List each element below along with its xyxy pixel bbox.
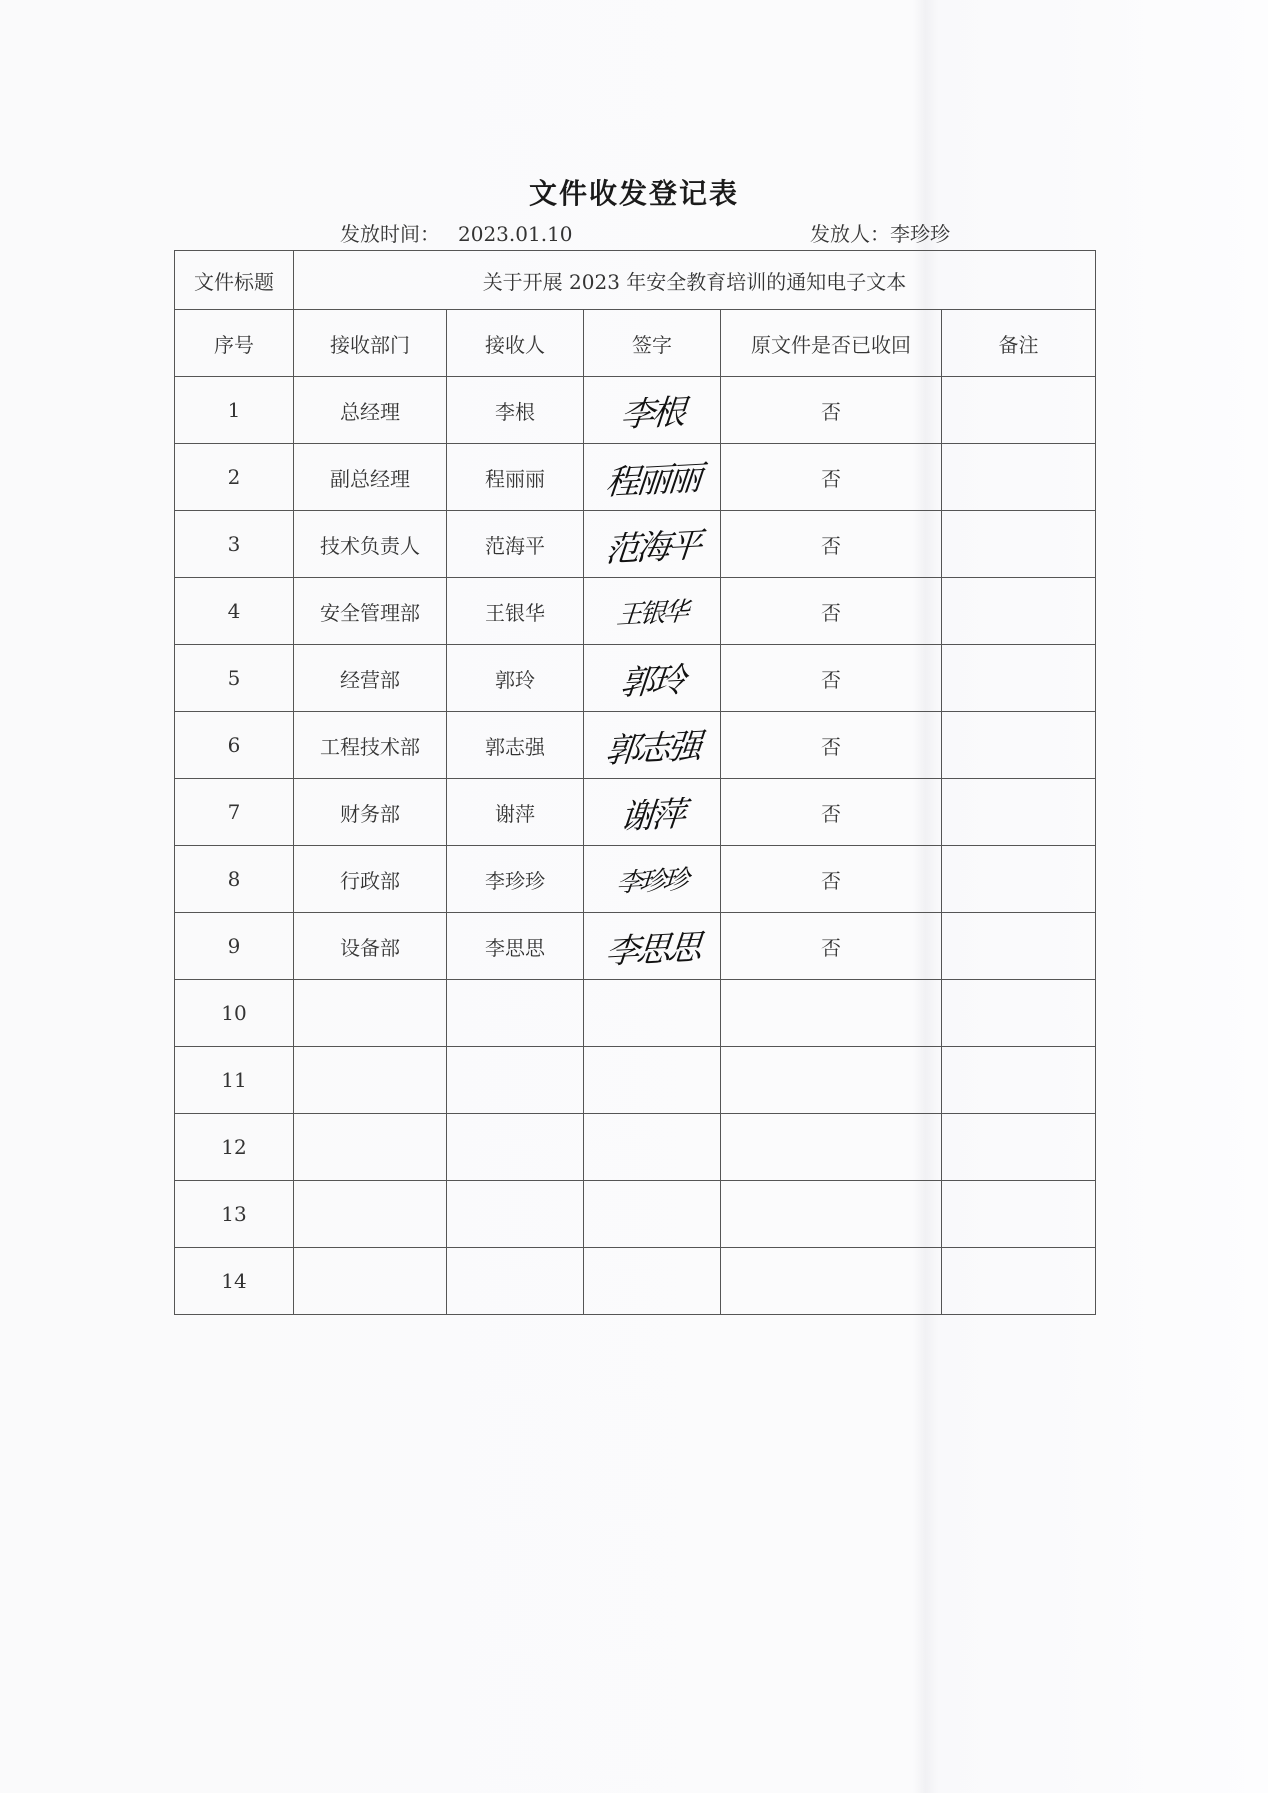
sender-label: 发放人：: [810, 222, 890, 246]
remark: [942, 1248, 1096, 1315]
receiver-name: 王银华: [447, 578, 584, 645]
signature-cell: [584, 980, 721, 1047]
handwritten-signature: 李思思: [603, 927, 701, 972]
doc-title-value: 关于开展 2023 年安全教育培训的通知电子文本: [294, 251, 1096, 310]
receiver-name: 李根: [447, 377, 584, 444]
receiving-department: 财务部: [294, 779, 447, 846]
receiver-name: [447, 1047, 584, 1114]
receiving-department: [294, 1248, 447, 1315]
receiving-department: 工程技术部: [294, 712, 447, 779]
remark: [942, 645, 1096, 712]
header-cell: 序号: [175, 310, 294, 377]
signature-cell: [584, 1181, 721, 1248]
original-returned: [721, 1114, 942, 1181]
row-number: 12: [175, 1114, 294, 1181]
remark: [942, 1114, 1096, 1181]
signature-cell: [584, 779, 721, 846]
handwritten-signature: 程丽丽: [603, 458, 701, 503]
original-returned: 否: [721, 578, 942, 645]
original-returned: 否: [721, 645, 942, 712]
page-title: 文件收发登记表: [528, 177, 739, 210]
send-time-label: 发放时间：: [340, 222, 440, 246]
table-row: [175, 980, 1096, 1047]
signature-cell: [584, 712, 721, 779]
remark: [942, 980, 1096, 1047]
receiver-name: [447, 1114, 584, 1181]
handwritten-signature: 郭玲: [618, 659, 685, 704]
row-number: 14: [175, 1248, 294, 1315]
table-row: [175, 511, 1096, 578]
handwritten-signature: 谢萍: [618, 793, 685, 838]
remark: [942, 578, 1096, 645]
signature-cell: [584, 846, 721, 913]
row-number: 13: [175, 1181, 294, 1248]
row-number: 9: [175, 913, 294, 980]
receiver-name: 范海平: [447, 511, 584, 578]
send-time: [340, 218, 573, 247]
table-row: [175, 1181, 1096, 1248]
table-row: [175, 1248, 1096, 1315]
remark: [942, 377, 1096, 444]
receiving-department: 设备部: [294, 913, 447, 980]
handwritten-signature: 范海平: [603, 525, 701, 570]
header-cell: 签字: [584, 310, 721, 377]
signature-cell: [584, 1114, 721, 1181]
handwritten-signature: 李根: [618, 391, 685, 436]
send-time-value: 2023.01.10: [458, 222, 573, 246]
receiver-name: 李思思: [447, 913, 584, 980]
row-number: 5: [175, 645, 294, 712]
table-row: [175, 913, 1096, 980]
signature-cell: [584, 1248, 721, 1315]
receiver-name: [447, 1248, 584, 1315]
header-cell: 备注: [942, 310, 1096, 377]
receiving-department: 经营部: [294, 645, 447, 712]
remark: [942, 511, 1096, 578]
doc-title-row: [175, 251, 1096, 310]
original-returned: 否: [721, 779, 942, 846]
signature-cell: [584, 913, 721, 980]
receiving-department: [294, 1047, 447, 1114]
row-number: 4: [175, 578, 294, 645]
receiving-department: 总经理: [294, 377, 447, 444]
original-returned: 否: [721, 511, 942, 578]
receiving-department: 副总经理: [294, 444, 447, 511]
table-row: [175, 846, 1096, 913]
receiving-department: [294, 1181, 447, 1248]
original-returned: [721, 980, 942, 1047]
original-returned: 否: [721, 377, 942, 444]
table-row: [175, 1114, 1096, 1181]
original-returned: [721, 1047, 942, 1114]
receiver-name: [447, 980, 584, 1047]
doc-title-label: 文件标题: [175, 251, 294, 310]
signature-cell: [584, 578, 721, 645]
signature-cell: [584, 377, 721, 444]
table-row: [175, 1047, 1096, 1114]
table-row: [175, 578, 1096, 645]
table-row: [175, 377, 1096, 444]
table-row: [175, 779, 1096, 846]
remark: [942, 846, 1096, 913]
row-number: 7: [175, 779, 294, 846]
receiving-department: 技术负责人: [294, 511, 447, 578]
sender-value: 李珍珍: [890, 222, 950, 246]
original-returned: 否: [721, 444, 942, 511]
signature-cell: [584, 1047, 721, 1114]
receiving-department: 安全管理部: [294, 578, 447, 645]
row-number: 8: [175, 846, 294, 913]
handwritten-signature: 李珍珍: [615, 864, 688, 899]
remark: [942, 913, 1096, 980]
original-returned: [721, 1248, 942, 1315]
receiver-name: 郭志强: [447, 712, 584, 779]
table-row: [175, 712, 1096, 779]
row-number: 11: [175, 1047, 294, 1114]
remark: [942, 712, 1096, 779]
header-row: [175, 310, 1096, 377]
receiver-name: 郭玲: [447, 645, 584, 712]
handwritten-signature: 郭志强: [603, 726, 701, 771]
signature-cell: [584, 444, 721, 511]
row-number: 1: [175, 377, 294, 444]
row-number: 10: [175, 980, 294, 1047]
header-cell: 接收部门: [294, 310, 447, 377]
signature-cell: [584, 645, 721, 712]
receiving-department: [294, 1114, 447, 1181]
original-returned: [721, 1181, 942, 1248]
header-cell: 接收人: [447, 310, 584, 377]
registration-table: [174, 250, 1096, 1315]
signature-cell: [584, 511, 721, 578]
sender: [810, 218, 950, 247]
original-returned: 否: [721, 712, 942, 779]
remark: [942, 1047, 1096, 1114]
handwritten-signature: 王银华: [615, 596, 688, 631]
row-number: 2: [175, 444, 294, 511]
receiver-name: 谢萍: [447, 779, 584, 846]
receiving-department: [294, 980, 447, 1047]
remark: [942, 1181, 1096, 1248]
remark: [942, 779, 1096, 846]
receiving-department: 行政部: [294, 846, 447, 913]
row-number: 6: [175, 712, 294, 779]
row-number: 3: [175, 511, 294, 578]
table-row: [175, 645, 1096, 712]
original-returned: 否: [721, 846, 942, 913]
header-cell: 原文件是否已收回: [721, 310, 942, 377]
remark: [942, 444, 1096, 511]
original-returned: 否: [721, 913, 942, 980]
receiver-name: 程丽丽: [447, 444, 584, 511]
receiver-name: [447, 1181, 584, 1248]
receiver-name: 李珍珍: [447, 846, 584, 913]
table-row: [175, 444, 1096, 511]
